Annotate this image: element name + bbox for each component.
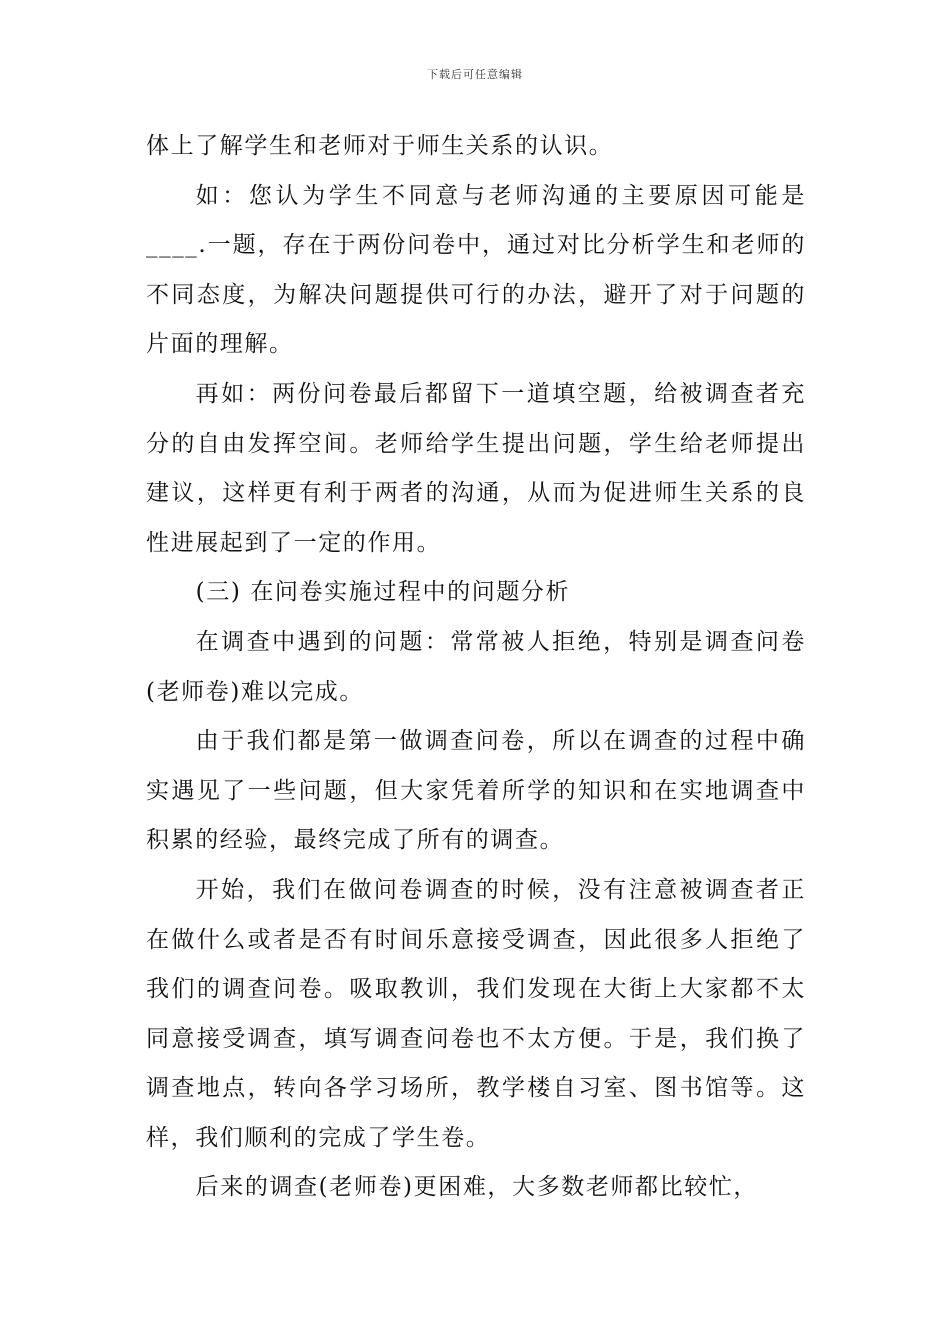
paragraph-problems: 在调查中遇到的问题：常常被人拒绝，特别是调查问卷(老师卷)难以完成。 — [146, 628, 806, 705]
paragraph-beginning: 开始，我们在做问卷调查的时候，没有注意被调查者正在做什么或者是否有时间乐意接受调查，因此很多人拒绝了我们的调查问卷。吸取教训，我们发现在大街上大家都不太同意接受调查，填写调查问卷也不太方便。于是，我们换了调查地点，转向各学习场所，教学楼自习室、图书馆等。这样，我们顺利的完成了学生卷。 — [146, 876, 806, 1151]
paragraph-later: 后来的调查(老师卷)更困难，大多数老师都比较忙， — [195, 1174, 759, 1201]
paragraph-example-2: 再如：两份问卷最后都留下一道填空题，给被调查者充分的自由发挥空间。老师给学生提出问题，学生给老师提出建议，这样更有利于两者的沟通，从而为促进师生关系的良性进展起到了一定的作用。 — [146, 380, 806, 556]
paragraph-continuation: 体上了解学生和老师对于师生关系的认识。 — [146, 133, 614, 159]
paragraph-example-1: 如：您认为学生不同意与老师沟通的主要原因可能是____.一题，存在于两份问卷中，通过对比分析学生和老师的不同态度，为解决问题提供可行的办法，避开了对于问题的片面的理解。 — [146, 182, 806, 358]
section-heading: (三) 在问卷实施过程中的问题分析 — [195, 579, 571, 606]
document-body — [146, 122, 806, 1213]
paragraph-experience: 由于我们都是第一做调查问卷，所以在调查的过程中确实遇见了一些问题，但大家凭着所学的知识和在实地调查中积累的经验，最终完成了所有的调查。 — [146, 728, 806, 854]
page-header: 下载后可任意编辑 — [427, 68, 523, 81]
